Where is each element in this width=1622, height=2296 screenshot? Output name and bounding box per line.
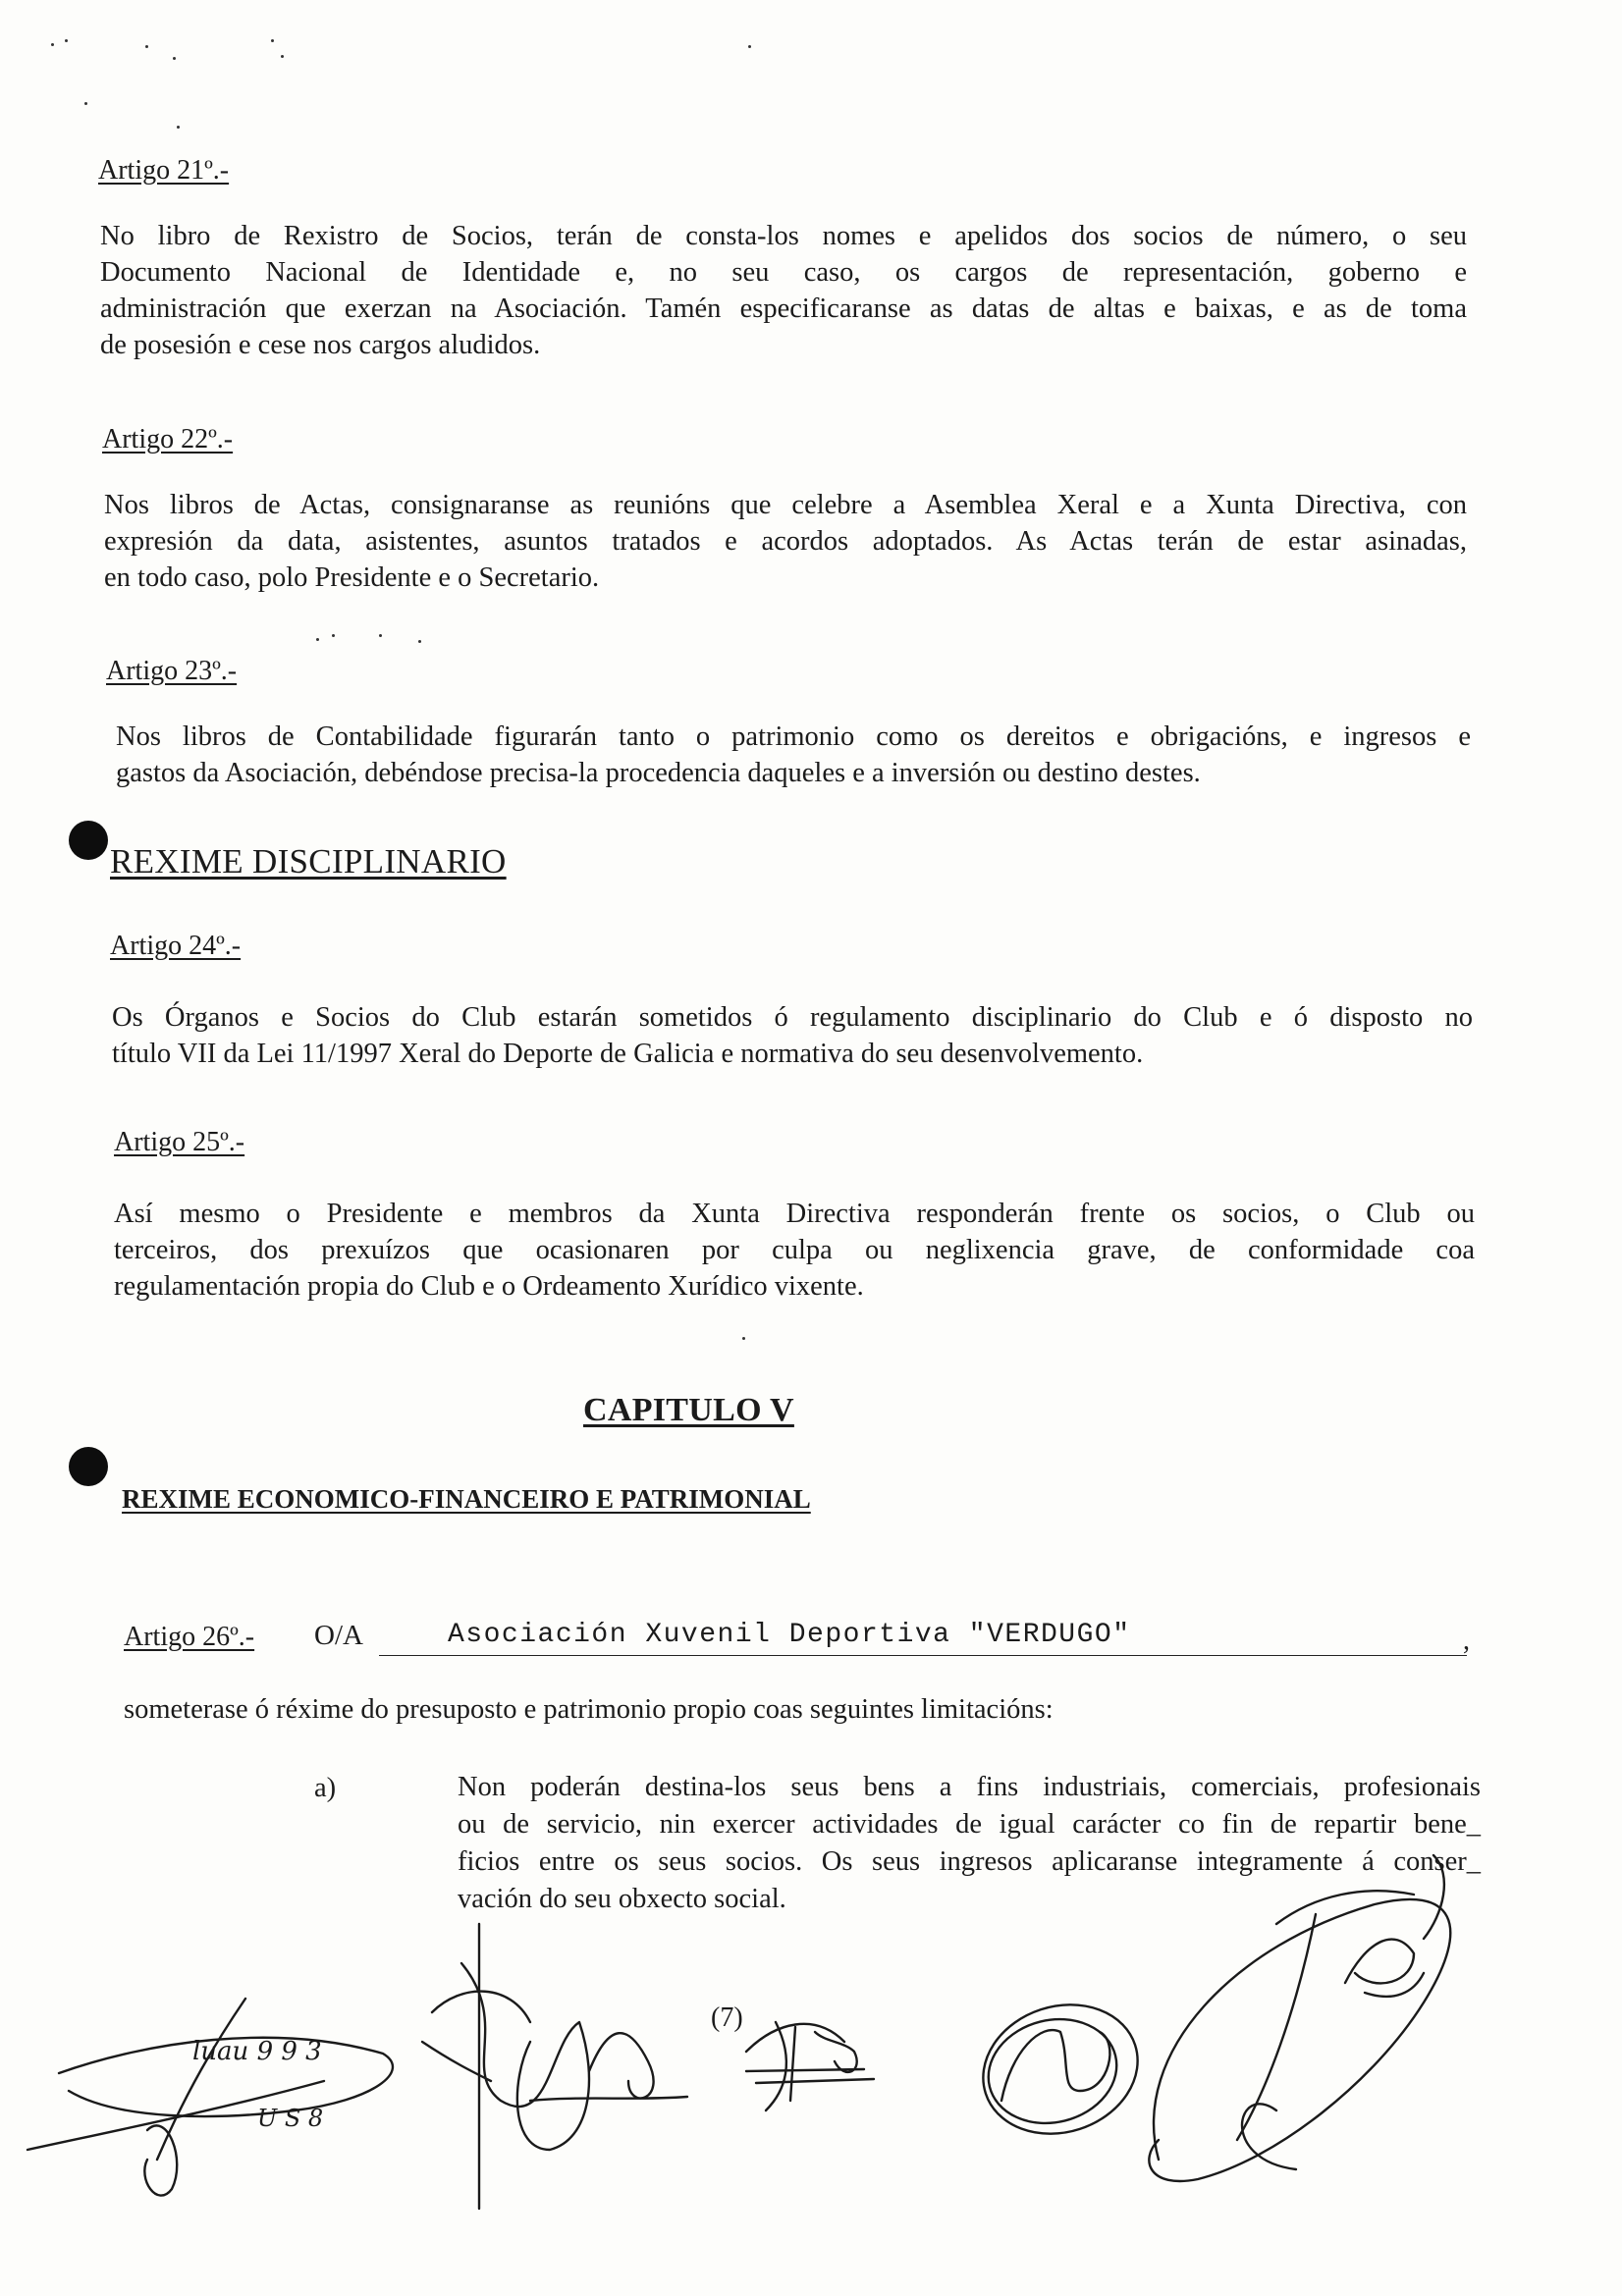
signature-1-subtext: U S 8: [257, 2105, 324, 2132]
text-line: No libro de Rexistro de Socios, terán de consta-los nomes e apelidos dos socios de número, o seu: [100, 221, 1467, 251]
text-line: gastos da Asociación, debéndose precisa-la procedencia daqueles e a inversión ou destino destes.: [116, 758, 1201, 788]
signature-4: [966, 1985, 1155, 2153]
text-line: expresión da data, asistentes, asuntos tratados e acordos adoptados. As Actas terán de estar asinadas,: [104, 526, 1467, 557]
signature-2: [422, 1924, 687, 2209]
article-24-heading: Artigo 24º.-: [110, 931, 242, 961]
article-25-heading: Artigo 25º.-: [114, 1127, 245, 1157]
text-line: regulamentación propia do Club e o Ordeamento Xurídico vixente.: [114, 1271, 864, 1302]
text-line: en todo caso, polo Presidente e o Secretario.: [104, 562, 600, 593]
article-21-heading: Artigo 21º.-: [98, 155, 230, 186]
text-line: administración que exerzan na Asociación. Tamén especificaranse as datas de altas e baixas, e as de toma: [100, 294, 1467, 324]
text-line: ou de servicio, nin exercer actividades de igual carácter co fin de repartir bene_: [458, 1809, 1481, 1840]
article-26-intro: someterase ó réxime do presuposto e patrimonio propio coas seguintes limitacións:: [124, 1694, 1054, 1725]
trailing-comma: ,: [1463, 1626, 1470, 1656]
article-26-heading: Artigo 26º.-: [124, 1622, 255, 1652]
text-line: terceiros, dos prexuízos que ocasionaren por culpa ou neglixencia grave, de conformidade coa: [114, 1235, 1475, 1265]
page-number: (7): [711, 2002, 743, 2033]
text-line: Nos libros de Contabilidade figurarán tanto o patrimonio como os dereitos e obrigacións, e ingresos e: [116, 721, 1471, 752]
text-line: Non poderán destina-los seus bens a fins industriais, comerciais, profesionais: [458, 1772, 1481, 1802]
text-line: vación do seu obxecto social.: [458, 1884, 786, 1914]
text-line: ficios entre os seus socios. Os seus ingresos aplicaranse integramente á conser_: [458, 1846, 1481, 1877]
article-23-heading: Artigo 23º.-: [106, 656, 238, 686]
article-22-heading: Artigo 22º.-: [102, 424, 234, 454]
text-line: Documento Nacional de Identidade e, no seu caso, os cargos de representación, goberno e: [100, 257, 1467, 288]
text-line: Nos libros de Actas, consignaranse as reunións que celebre a Asemblea Xeral e a Xunta Directiva, con: [104, 490, 1467, 520]
signature-5: [1149, 1855, 1450, 2181]
article-26-prefix: O/A: [314, 1620, 363, 1651]
chapter-title: CAPITULO V: [583, 1392, 794, 1428]
text-line: Os Órganos e Socios do Club estarán sometidos ó regulamento disciplinario do Club e ó disposto no: [112, 1002, 1473, 1033]
signature-1: [27, 1999, 393, 2196]
text-line: Así mesmo o Presidente e membros da Xunta Directiva responderán frente os socios, o Club ou: [114, 1199, 1475, 1229]
signature-3: [746, 2022, 874, 2110]
association-name: Asociación Xuvenil Deportiva "VERDUGO": [448, 1620, 1131, 1650]
text-line: título VII da Lei 11/1997 Xeral do Deporte de Galicia e normativa do seu desenvolvemento.: [112, 1039, 1144, 1069]
section-disciplinary-title: REXIME DISCIPLINARIO: [110, 842, 507, 881]
section-economic-title: REXIME ECONOMICO-FINANCEIRO E PATRIMONIAL: [122, 1484, 811, 1514]
item-label: a): [314, 1773, 337, 1803]
text-line: de posesión e cese nos cargos aludidos.: [100, 330, 541, 360]
signature-1-text: luau 9 9 3: [192, 2037, 322, 2066]
